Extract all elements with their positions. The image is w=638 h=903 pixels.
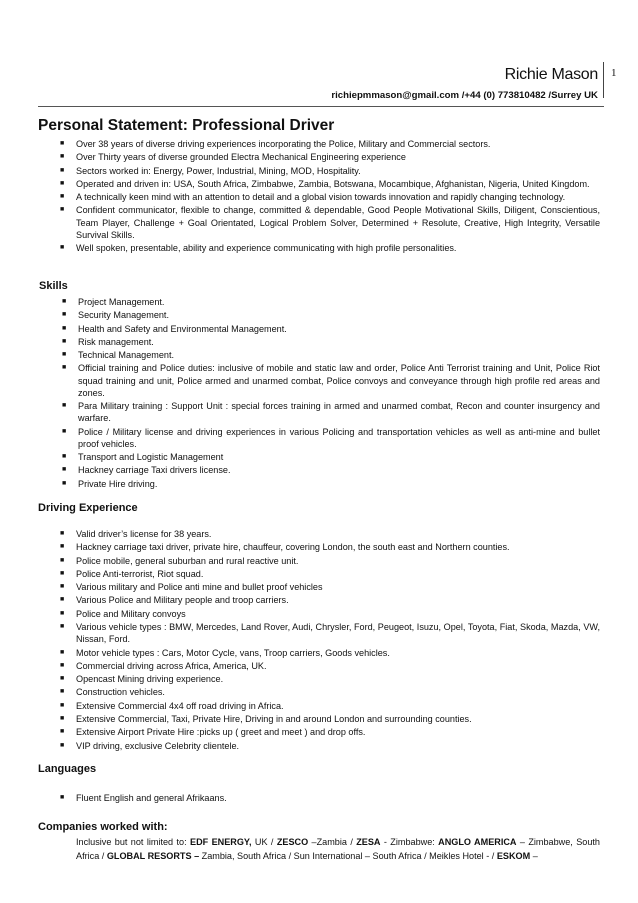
bullet-icon: ■ [60,609,65,617]
list-item [60,555,600,567]
bullet-icon: ■ [60,179,65,187]
bullet-icon: ■ [62,311,67,319]
page-number-rule [603,62,604,98]
list-item [62,309,600,321]
list-item-text: Health and Safety and Environmental Management. [78,323,287,334]
list-item [60,594,600,606]
list-item [60,647,600,659]
bullet-icon: ■ [60,661,65,669]
list-item [60,740,600,752]
list-item-text: Valid driver’s license for 38 years. [76,529,212,539]
list-item-text: Over Thirty years of diverse grounded Electra Mechanical Engineering experience [76,152,406,163]
list-item-text: Project Management. [78,297,165,307]
company-name: EDF ENERGY, [190,837,252,847]
list-item [60,151,600,163]
list-item-text: Various vehicle types : BMW, Mercedes, Land Rover, Audi, Chrysler, Ford, Peugeot, Isuzu, Opel, Toyota, Fiat, Skoda, Mazda, VW, Nissan, Ford. [76,622,600,645]
list-item [62,323,600,335]
driving-experience-title: Driving Experience [38,502,138,514]
list-item [60,700,600,712]
header-name: Richie Mason [504,66,598,83]
list-item-text: Extensive Commercial, Taxi, Private Hire, Driving in and around London and surrounding counties. [76,714,472,725]
list-item-text: Opencast Mining driving experience. [76,674,224,685]
header-rule [38,106,604,107]
personal-statement-title: Personal Statement: Professional Driver [38,117,335,134]
company-name: GLOBAL RESORTS – [106,851,200,861]
list-item [60,138,600,150]
list-item [62,400,600,424]
list-item [60,660,600,672]
languages-list [60,792,600,805]
list-item-text: Para Military training : Support Unit : special forces training in armed and unarmed combat, Recon and counter insurgency and warfare. [78,401,600,424]
list-item-text: Commercial driving across Africa, America, UK. [76,660,267,671]
languages-title: Languages [38,763,97,775]
bullet-icon: ■ [60,675,65,683]
list-item [62,296,600,308]
list-item [60,204,600,241]
company-name: ESKOM [496,851,531,861]
list-item-text: Extensive Commercial 4x4 off road driving in Africa. [76,700,284,711]
bullet-icon: ■ [60,623,65,631]
list-item-text: Transport and Logistic Management [78,452,224,463]
list-item [60,568,600,580]
list-item [60,686,600,698]
list-item-text: Various Police and Military people and troop carriers. [76,595,289,606]
bullet-icon: ■ [60,530,65,537]
bullet-icon: ■ [62,402,67,410]
header-contact: richiepmmason@gmail.com /+44 (0) 773810482 /Surrey UK [331,90,598,101]
list-item-text: VIP driving, exclusive Celebrity clientele. [76,740,240,751]
bullet-icon: ■ [60,728,65,736]
list-item-text: Well spoken, presentable, ability and experience communicating with high profile personalities. [76,243,457,254]
list-item-text: Hackney carriage taxi driver, private hire, chauffeur, covering London, the south east and Northern counties. [76,542,510,553]
company-text: –Zambia / [308,837,357,847]
list-item-text: Operated and driven in: USA, South Africa, Zimbabwe, Zambia, Botswana, Mocambique, Afghanistan, Nigeria, United Kingdom. [76,178,590,189]
list-item-text: A technically keen mind with an attention to detail and a global vision towards innovation and rapidly changing technology. [76,192,566,203]
list-item [62,464,600,476]
bullet-icon: ■ [60,741,65,749]
companies-text [76,835,600,863]
list-item-text: Official training and Police duties: inclusive of mobile and static law and order, Police Anti Terrorist training and Unit, Police Riot squad training and unit, Police armed and unarmed combat, Police convoys and conveyance through high profile red areas and zones. [78,363,600,398]
bullet-icon: ■ [60,206,65,214]
list-item [60,165,600,177]
company-name: ZESA [356,837,381,847]
list-item [60,726,600,738]
list-item-text: Private Hire driving. [78,478,158,489]
bullet-icon: ■ [62,351,67,359]
bullet-icon: ■ [60,556,65,564]
list-item [60,608,600,620]
list-item [60,581,600,593]
bullet-icon: ■ [60,543,65,551]
bullet-icon: ■ [62,364,67,372]
company-name: ANGLO AMERICA [438,837,517,847]
list-item [62,336,600,348]
companies-title: Companies worked with: [38,821,168,833]
bullet-icon: ■ [60,140,65,147]
bullet-icon: ■ [60,244,65,252]
bullet-icon: ■ [62,337,67,345]
list-item [60,673,600,685]
bullet-icon: ■ [60,166,65,174]
bullet-icon: ■ [62,427,67,435]
list-item [60,178,600,190]
list-item-text: Confident communicator, flexible to change, committed & dependable, Good People Motivational Skills, Diligent, Conscientious, Team Player, Challenge + Goal Orientated, Logical Problem Solver, Determined + Resolute, Creative, High Integrity, Versatile Survival Skills. [76,205,600,240]
bullet-icon: ■ [60,193,65,201]
bullet-icon: ■ [60,596,65,604]
list-item [60,713,600,725]
list-item-text: Motor vehicle types : Cars, Motor Cycle, vans, Troop carriers, Goods vehicles. [76,647,390,658]
list-item [60,541,600,553]
list-item-text: Sectors worked in: Energy, Power, Industrial, Mining, MOD, Hospitality. [76,165,361,176]
list-item [60,242,600,254]
driving-experience-list [60,528,600,753]
company-text: UK / [251,837,277,847]
company-text: – [530,851,538,861]
list-item [60,191,600,203]
list-item-text: Security Management. [78,310,169,321]
list-item [62,478,600,490]
list-item-text: Construction vehicles. [76,687,165,698]
list-item-text: Police and Military convoys [76,608,186,619]
bullet-icon: ■ [60,715,65,723]
bullet-icon: ■ [60,569,65,577]
personal-statement-list [60,138,600,255]
bullet-icon: ■ [62,466,67,474]
list-item-text: Various military and Police anti mine and bullet proof vehicles [76,582,323,593]
list-item-text: Police / Military license and driving experiences in various Policing and transportation vehicles as well as anti-mine and bullet proof vehicles. [78,426,600,449]
company-name: ZESCO [276,837,309,847]
skills-title: Skills [39,280,68,292]
skills-list [62,296,600,491]
list-item [60,621,600,645]
list-item-text: Hackney carriage Taxi drivers license. [78,465,231,476]
page-number: 1 [611,67,617,79]
bullet-icon: ■ [62,479,67,487]
list-item-text: Police Anti-terrorist, Riot squad. [76,568,204,579]
list-item [60,528,600,540]
list-item-text: Technical Management. [78,350,175,361]
company-text: – Zimbabwe, South Africa / [76,837,600,861]
list-item-text: Over 38 years of diverse driving experiences incorporating the Police, Military and Commercial sectors. [76,139,491,149]
bullet-icon: ■ [60,648,65,656]
list-item-text: Risk management. [78,336,154,347]
company-text: Inclusive but not limited to: [76,837,190,847]
list-item [62,451,600,463]
bullet-icon: ■ [60,153,65,161]
list-item [60,792,600,804]
list-item [62,349,600,361]
bullet-icon: ■ [62,298,67,305]
bullet-icon: ■ [60,688,65,696]
company-text: - Zimbabwe: [380,837,439,847]
list-item [62,362,600,399]
list-item-text: Police mobile, general suburban and rural reactive unit. [76,555,299,566]
company-text: Zambia, South Africa / Sun International – South Africa / Meikles Hotel - / [199,851,497,861]
list-item-text: Fluent English and general Afrikaans. [76,793,227,803]
bullet-icon: ■ [60,701,65,709]
list-item-text: Extensive Airport Private Hire :picks up ( greet and meet ) and drop offs. [76,727,366,738]
list-item [62,426,600,450]
bullet-icon: ■ [62,324,67,332]
bullet-icon: ■ [60,794,65,801]
bullet-icon: ■ [60,583,65,591]
bullet-icon: ■ [62,453,67,461]
